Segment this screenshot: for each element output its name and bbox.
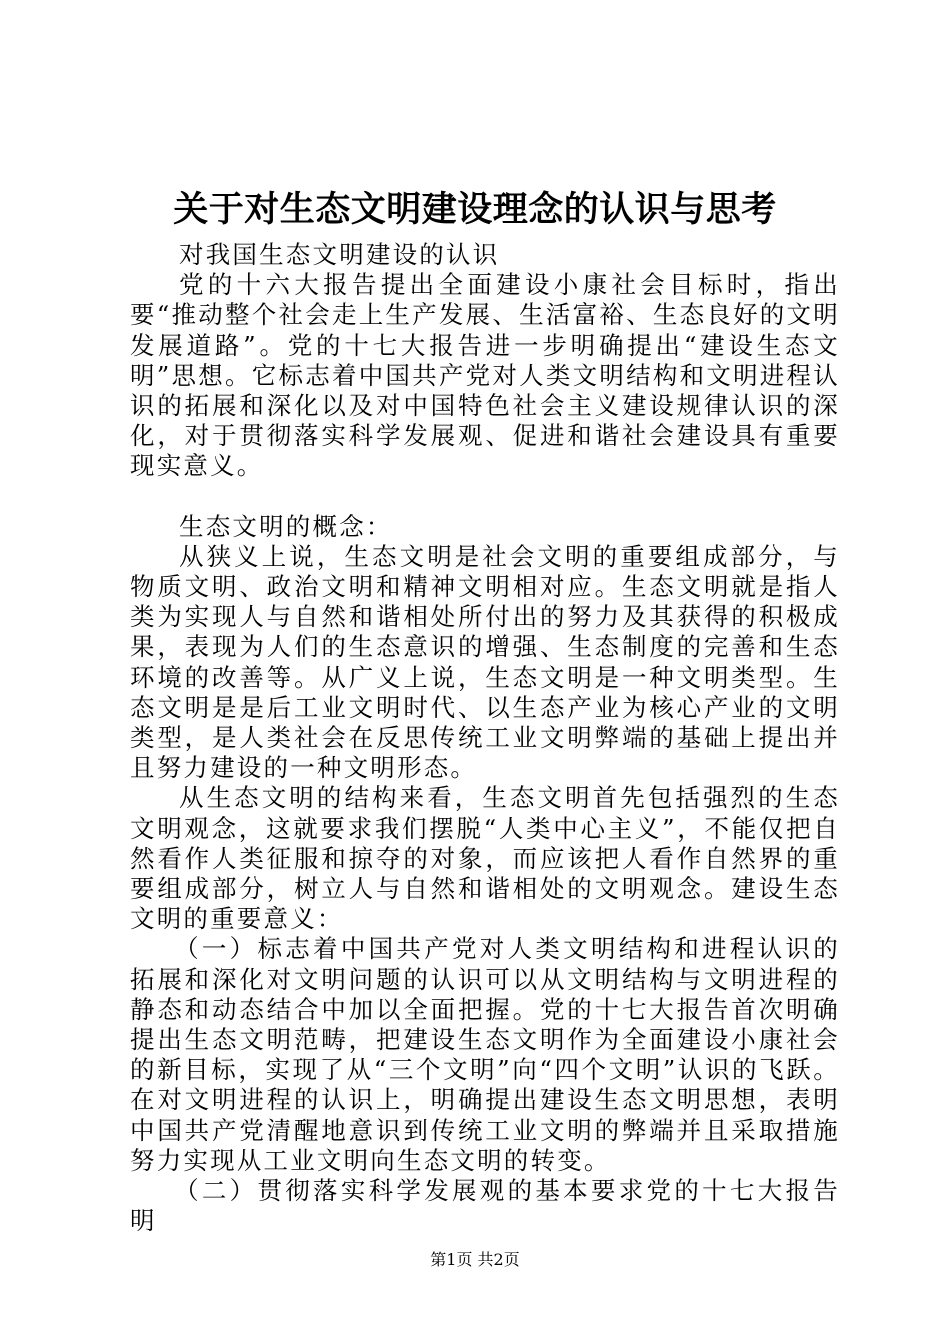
list-item: （一）标志着中国共产党对人类文明结构和进程认识的拓展和深化对文明问题的认识可以从文明结构与文明进程的静态和动态结合中加以全面把握。党的十七大报告首次明确提出生态文明范畴，把建设生态文明作为全面建设小康社会的新目标，实现了从“三个文明”向“四个文明”认识的飞跃。在对文明进程的认识上，明确提出建设生态文明思想，表明中国共产党清醒地意识到传统工业文明的弊端并且采取措施努力实现从工业文明向生态文明的转变。 [130,934,840,1175]
paragraph-spacer [130,482,840,512]
body-paragraph: 从狭义上说，生态文明是社会文明的重要组成部分，与物质文明、政治文明和精神文明相对应。生态文明就是指人类为实现人与自然和谐相处所付出的努力及其获得的积极成果，表现为人们的生态意识的增强、生态制度的完善和生态环境的改善等。从广义上说，生态文明是一种文明类型。生态文明是是后工业文明时代、以生态产业为核心产业的文明类型，是人类社会在反思传统工业文明弊端的基础上提出并且努力建设的一种文明形态。 [130,541,840,783]
page-title: 关于对生态文明建设理念的认识与思考 [173,189,777,230]
list-item: （二）贯彻落实科学发展观的基本要求党的十七大报告明 [130,1176,840,1236]
page-number: 第1页 共2页 [430,1250,520,1269]
section-heading: 对我国生态文明建设的认识 [179,240,500,269]
body-paragraph: 党的十六大报告提出全面建设小康社会目标时，指出要“推动整个社会走上生产发展、生活富裕、生态良好的文明发展道路”。党的十七大报告进一步明确提出“建设生态文明”思想。它标志着中国共产党对人类文明结构和文明进程认识的拓展和深化以及对中国特色社会主义建设规律认识的深化，对于贯彻落实科学发展观、促进和谐社会建设具有重要现实意义。 [130,270,840,481]
section-heading: 生态文明的概念： [179,511,393,541]
body-paragraph: 从生态文明的结构来看，生态文明首先包括强烈的生态文明观念，这就要求我们摆脱“人类中心主义”，不能仅把自然看作人类征服和掠夺的对象，而应该把人看作自然界的重要组成部分，树立人与自然和谐相处的文明观念。建设生态文明的重要意义： [130,783,840,934]
document-body [130,240,840,1237]
